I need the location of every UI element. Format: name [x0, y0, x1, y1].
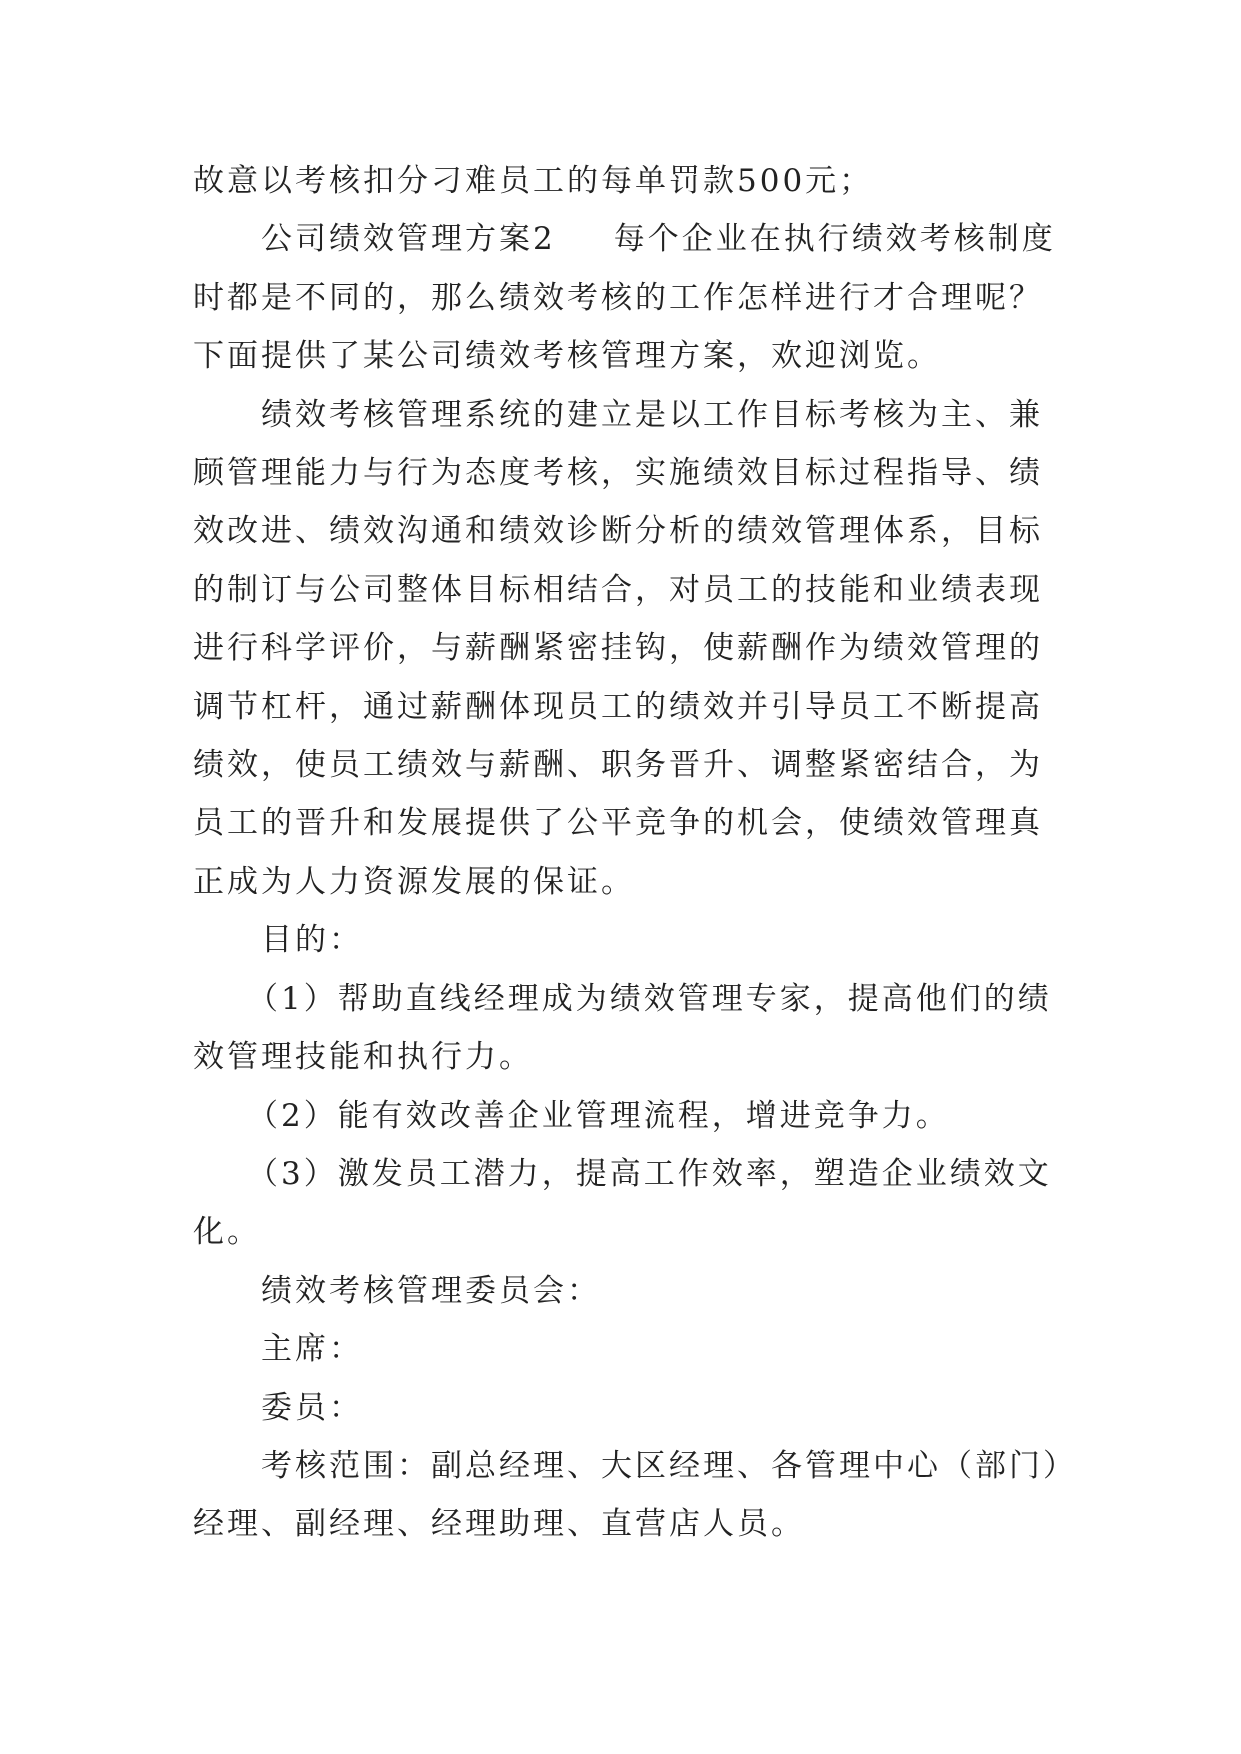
paragraph-penalty: 故意以考核扣分刁难员工的每单罚款500元； [193, 163, 874, 199]
section-title: 公司绩效管理方案2 [261, 221, 556, 258]
intro-text: 每个企业在执行绩效考核制度时都是不同的，那么绩效考核的工作怎样进行才合理呢？下面提供了某公司绩效考核管理方案，欢迎浏览。 [193, 221, 1056, 375]
paragraph-committee: 绩效考核管理委员会： [261, 1272, 601, 1309]
paragraph-purpose-heading: 目的： [261, 922, 363, 959]
paragraph-members: 委员： [261, 1389, 363, 1426]
paragraph-intro [193, 210, 1073, 385]
paragraph-scope: 考核范围：副总经理、大区经理、各管理中心（部门）经理、副经理、经理助理、直营店人员。 [193, 1447, 1062, 1543]
purpose-item-1: （1）帮助直线经理成为绩效管理专家，提高他们的绩效管理技能和执行力。 [193, 980, 1052, 1076]
document-body [193, 152, 1073, 1554]
paragraph-chair: 主席： [261, 1331, 363, 1368]
purpose-item-2: （2）能有效改善企业管理流程，增进竞争力。 [247, 1097, 950, 1134]
paragraph-system: 绩效考核管理系统的建立是以工作目标考核为主、兼顾管理能力与行为态度考核，实施绩效目标过程指导、绩效改进、绩效沟通和绩效诊断分析的绩效管理体系，目标的制订与公司整体目标相结合，对员工的技能和业绩表现进行科学评价，与薪酬紧密挂钩，使薪酬作为绩效管理的调节杠杆，通过薪酬体现员工的绩效并引导员工不断提高绩效，使员工绩效与薪酬、职务晋升、调整紧密结合，为员工的晋升和发展提供了公平竞争的机会，使绩效管理真正成为人力资源发展的保证。 [193, 396, 1043, 900]
purpose-item-3: （3）激发员工潜力，提高工作效率，塑造企业绩效文化。 [193, 1155, 1052, 1251]
